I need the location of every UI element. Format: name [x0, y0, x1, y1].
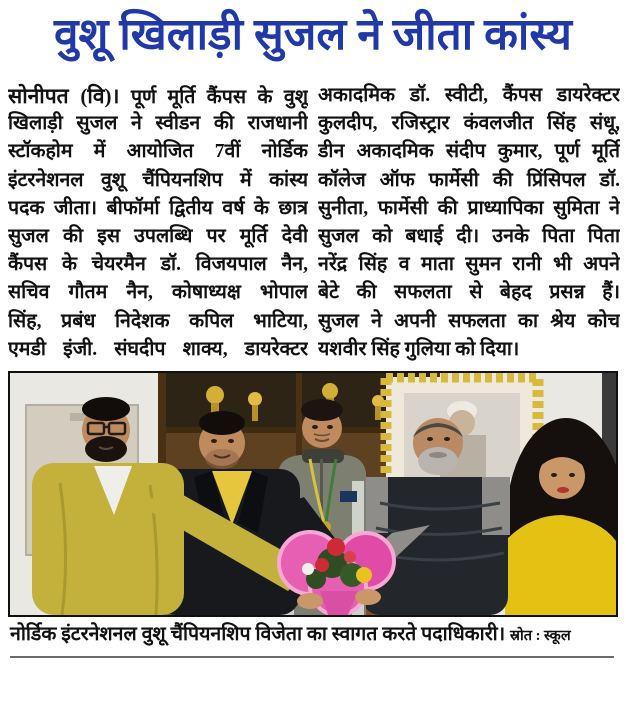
photo-caption	[10, 620, 616, 652]
hand-left	[297, 593, 323, 609]
column-left-lines	[8, 110, 308, 364]
body-line: डीन अकादमिक संदीप कुमार, पूर्ण मूर्ति	[318, 141, 620, 163]
photo-caption-source: स्रोत : स्कूल	[510, 628, 571, 644]
body-line: सिंह, प्रबंध निदेशक कपिल भाटिया,	[8, 310, 308, 332]
photo-caption-text: नोर्डिक इंटरनेशनल वुशू चैंपियनशिप विजेता का स्वागत करते पदाधिकारी।	[10, 624, 506, 645]
body-line: खिलाड़ी सुजल ने स्वीडन की राजधानी	[8, 113, 308, 135]
dateline: सोनीपत (वि)।	[8, 84, 120, 108]
body-line: यशवीर सिंह गुलिया को दिया।	[318, 338, 520, 360]
body-line: कैंपस के चेयरमैन डॉ. विजयपाल नैन,	[8, 254, 308, 276]
body-line: कॉलेज ऑफ फार्मेसी की प्रिंसिपल डॉ.	[318, 169, 620, 191]
body-line: सुजल को बधाई दी। उनके पिता पिता	[318, 225, 620, 247]
bottom-rule	[10, 656, 614, 658]
body-first-line-text: पूर्ण मूर्ति कैंपस के वुशू	[130, 87, 308, 108]
body-line: अकादमिक डॉ. स्वीटी, कैंपस डायरेक्टर	[318, 85, 620, 106]
body-line: स्टॉकहोम में आयोजित 7वीं नोर्डिक	[8, 141, 308, 163]
group-photo-illustration	[10, 373, 616, 615]
body-line: सुजल की इस उपलब्धि पर मूर्ति देवी	[8, 225, 308, 247]
hand-right	[355, 589, 381, 605]
body-line: बेटे की सफलता से बेहद प्रसन्न हैं।	[318, 282, 620, 304]
body-first-line	[8, 82, 308, 110]
article-column-left	[8, 82, 308, 364]
body-line: पदक जीता। बीफॉर्मा द्वितीय वर्ष के छात्र	[8, 197, 308, 219]
body-line: नरेंद्र सिंह व माता सुमन रानी भी अपने	[318, 254, 620, 276]
article-headline: वुशू खिलाड़ी सुजल ने जीता कांस्य	[54, 10, 572, 59]
article-column-right	[318, 82, 620, 364]
body-line: सचिव गौतम नैन, कोषाध्यक्ष भोपाल	[8, 282, 308, 304]
body-line: इंटरनेशनल वुशू चैंपियनशिप में कांस्य	[8, 169, 308, 191]
body-line: एमडी इंजी. संघदीप शाक्य, डायरेक्टर	[8, 338, 308, 360]
body-line: सुजल ने अपनी सफलता का श्रेय कोच	[318, 310, 620, 332]
body-line: कुलदीप, रजिस्ट्रार कंवलजीत सिंह संधू,	[318, 113, 620, 135]
column-right-lines	[318, 82, 620, 364]
body-line: सुनीता, फार्मेसी की प्राध्यापिका सुमिता ने	[318, 197, 620, 219]
news-photo	[8, 371, 618, 617]
